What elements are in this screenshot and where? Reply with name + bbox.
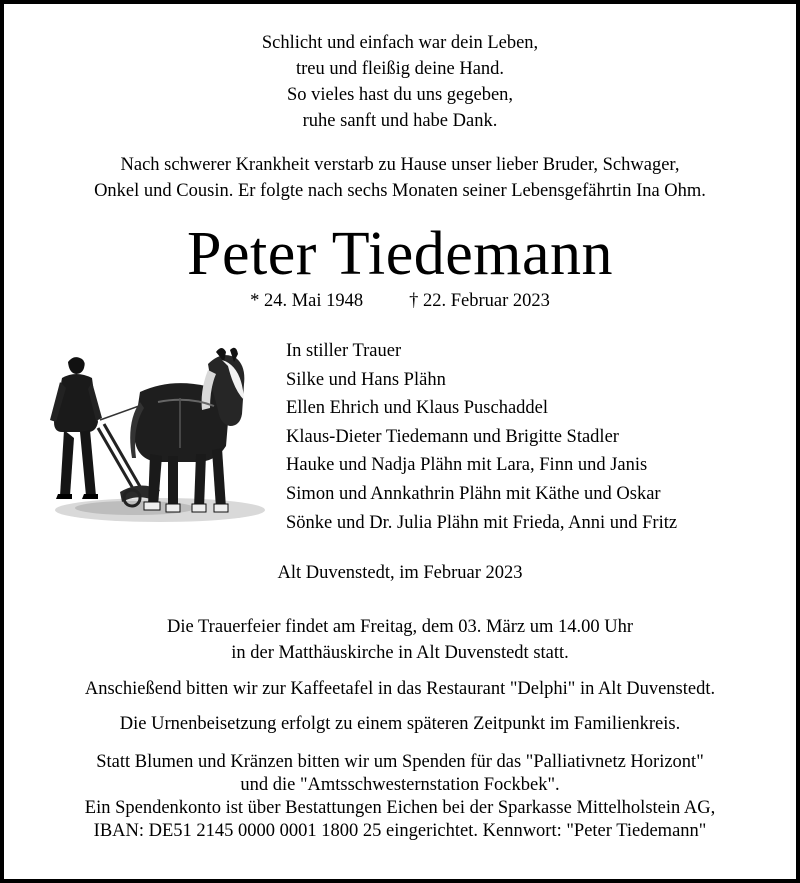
farmer-with-horse-and-plough-illustration [40, 342, 275, 542]
deceased-name: Peter Tiedemann [187, 220, 613, 288]
death-date: † 22. Februar 2023 [409, 291, 550, 311]
poem-line: Schlicht und einfach war dein Leben, [261, 33, 539, 53]
poem-line: treu und fleißig deine Hand. [295, 59, 505, 79]
funeral-service-info [4, 614, 796, 666]
place-and-date: Alt Duvenstedt, im Februar 2023 [277, 563, 523, 583]
poem [4, 30, 796, 134]
service-line: Die Trauerfeier findet am Freitag, dem 03. März um 14.00 Uhr [167, 617, 633, 637]
mourner-entry: Hauke und Nadja Plähn mit Lara, Finn und Janis [286, 455, 648, 476]
donation-line: Ein Spendenkonto ist über Bestattungen Eichen bei der Sparkasse Mittelholstein AG, [84, 798, 716, 818]
donation-line: und die "Amtsschwesternstation Fockbek". [240, 775, 560, 795]
mourner-entry: Silke und Hans Plähn [286, 369, 446, 390]
donation-info [4, 751, 796, 843]
mourner-entry: Simon und Annkathrin Plähn mit Käthe und Oskar [286, 483, 661, 504]
mourning-heading: In stiller Trauer [286, 341, 402, 361]
donation-line: Statt Blumen und Kränzen bitten wir um Spenden für das "Palliativnetz Horizont" [96, 752, 704, 772]
announcement-line: Nach schwerer Krankheit verstarb zu Hause unser lieber Bruder, Schwager, [120, 155, 680, 175]
poem-line: ruhe sanft und habe Dank. [302, 111, 498, 131]
poem-line: So vieles hast du uns gegeben, [286, 85, 514, 105]
urn-burial-info: Die Urnenbeisetzung erfolgt zu einem späteren Zeitpunkt im Familienkreis. [119, 714, 681, 734]
service-line: in der Matthäuskirche in Alt Duvenstedt statt. [231, 643, 569, 663]
donation-line: IBAN: DE51 2145 0000 0001 1800 25 eingerichtet. Kennwort: "Peter Tiedemann" [93, 821, 707, 841]
mourner-entry: Ellen Ehrich und Klaus Puschaddel [286, 398, 549, 419]
reception-info: Anschießend bitten wir zur Kaffeetafel in das Restaurant "Delphi" in Alt Duvenstedt. [84, 679, 716, 699]
mourner-entry: Sönke und Dr. Julia Plähn mit Frieda, Anni und Fritz [286, 512, 678, 533]
death-announcement [4, 152, 796, 204]
mourner-entry: Klaus-Dieter Tiedemann und Brigitte Stadler [286, 426, 619, 447]
farmer-figure [50, 357, 102, 499]
life-dates [4, 288, 796, 314]
announcement-line: Onkel und Cousin. Er folgte nach sechs Monaten seiner Lebensgefährtin Ina Ohm. [94, 181, 706, 201]
mourners-list [286, 337, 677, 537]
birth-date: * 24. Mai 1948 [250, 291, 364, 311]
